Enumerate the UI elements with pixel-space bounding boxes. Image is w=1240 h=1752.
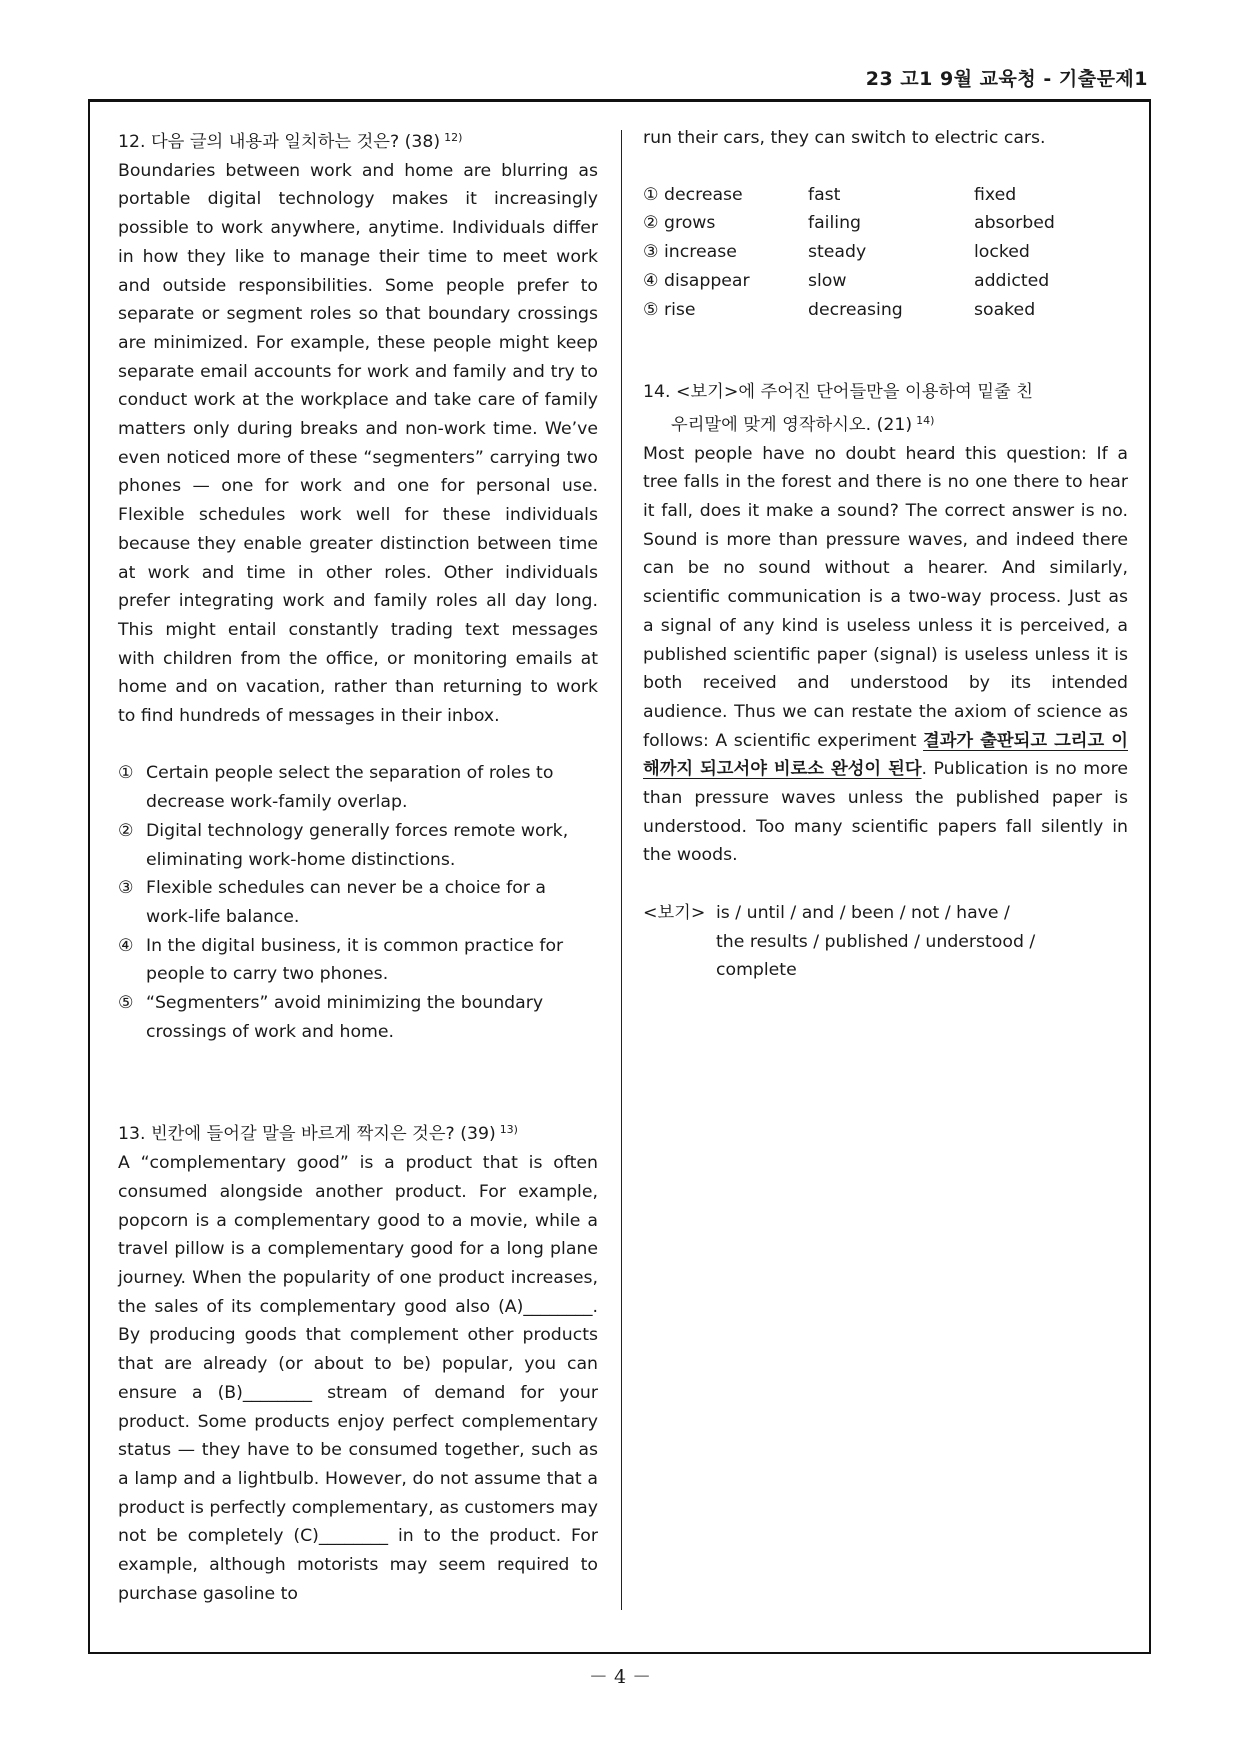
question-14-heading-line-2: 우리말에 맞게 영작하시오. (21)	[671, 414, 913, 435]
question-13-passage	[118, 1149, 598, 1608]
option-4-text: In the digital business, it is common practice for people to carry two phones.	[146, 935, 564, 985]
option-5-text: “Segmenters” avoid minimizing the boundary crossings of work and home.	[146, 993, 544, 1042]
choice-number: ②	[643, 213, 659, 234]
question-14	[643, 378, 1128, 985]
choice-c: locked	[974, 242, 1030, 263]
question-12	[118, 124, 598, 1046]
choice-b: failing	[808, 213, 861, 234]
option-4	[118, 932, 598, 989]
question-14-footnote: 14)	[916, 413, 935, 427]
choice-row	[643, 181, 1055, 210]
option-2-text: Digital technology generally forces remote work, eliminating work-home distinctions.	[146, 820, 569, 870]
page-number: － 4 －	[588, 1666, 652, 1688]
blank-c: (C)________	[293, 1526, 389, 1547]
choice-row	[643, 267, 1055, 296]
underlined-korean-phrase: 결과가 출판되고 그리고 이해까지 되고서야 비로소 완성이 된다	[643, 730, 1128, 780]
choice-a: rise	[664, 299, 696, 320]
choice-row	[643, 238, 1055, 267]
passage-part-1: Most people have no doubt heard this question: If a tree falls in the forest and there is no one there to hear it fall, does it make a sound? The correct answer is no. Sound is more than pressure waves, and indeed there can be no sound without a hearer. And similarly, scientific communication is a two-way process. Just as a signal of any kind is useless unless it is perceived, a published scientific paper (signal) is useless unless it is both received and understood by its intended audience. Thus we can restate the axiom of science as follows: A scientific experiment	[643, 443, 1128, 751]
question-12-options	[118, 759, 598, 1046]
bogi-words-line-3: complete	[716, 960, 797, 981]
choice-c: fixed	[974, 184, 1017, 205]
bogi-box	[643, 899, 1128, 985]
question-14-heading-line-1: 14. <보기>에 주어진 단어들만을 이용하여 밑줄 친	[643, 382, 1033, 403]
choice-a: disappear	[664, 270, 750, 291]
choice-number: ③	[643, 242, 659, 263]
right-column	[643, 124, 1128, 985]
option-5	[118, 989, 598, 1046]
passage-part-2: . Publication is no more than pressure waves unless the published paper is understood. Too many scientific papers fall silently in the woods.	[643, 759, 1128, 866]
column-divider	[621, 130, 622, 1610]
bogi-label: <보기>	[643, 902, 706, 923]
passage-part-1: A “complementary good” is a product that is often consumed alongside another product. For example, popcorn is a complementary good to a movie, while a travel pillow is a complementary good for a long plane journey. When the popularity of one product increases, the sales of its complementary good also	[118, 1153, 598, 1317]
question-12-footnote: 12)	[444, 131, 463, 144]
choice-a: increase	[664, 242, 737, 263]
option-3	[118, 874, 598, 931]
choice-c: absorbed	[974, 213, 1055, 234]
choice-number: ⑤	[643, 299, 659, 320]
header-title: 23 고1 9월 교육청 - 기출문제1	[865, 68, 1148, 90]
left-column	[118, 124, 598, 1608]
question-13-heading-text: 13. 빈칸에 들어갈 말을 바르게 짝지은 것은? (39)	[118, 1124, 496, 1145]
passage-part-3: stream of demand for your product. Some products enjoy perfect complementary status — they have to be consumed together, such as a lamp and a lightbulb. However, do not assume that a product is perfectly complementary, as customers may not be completely	[118, 1382, 598, 1547]
choice-a: grows	[664, 213, 716, 234]
choice-number: ④	[643, 270, 659, 291]
question-12-heading-text: 12. 다음 글의 내용과 일치하는 것은? (38)	[118, 132, 441, 152]
blank-b: (B)________	[217, 1382, 313, 1403]
question-12-heading	[118, 124, 598, 157]
question-13-continuation: run their cars, they can switch to electric cars.	[643, 128, 1046, 148]
option-1-text: Certain people select the separation of roles to decrease work-family overlap.	[146, 763, 554, 813]
option-1	[118, 759, 598, 816]
option-2	[118, 817, 598, 874]
question-13	[118, 1116, 598, 1608]
question-14-heading	[643, 378, 1128, 439]
choice-b: slow	[808, 270, 847, 291]
question-13-choices	[643, 181, 1055, 325]
choice-c: addicted	[974, 270, 1050, 291]
option-4-number: ④	[118, 935, 134, 956]
question-13-heading	[118, 1116, 598, 1149]
choice-b: steady	[808, 242, 867, 263]
bogi-words-line-2: the results / published / understood /	[716, 931, 1036, 952]
choice-b: decreasing	[808, 299, 903, 320]
question-13-footnote: 13)	[499, 1123, 518, 1137]
question-14-passage	[643, 440, 1128, 871]
choice-row	[643, 296, 1055, 325]
option-1-number: ①	[118, 763, 134, 784]
option-3-text: Flexible schedules can never be a choice for a work-life balance.	[146, 878, 546, 927]
choice-b: fast	[808, 184, 841, 205]
choice-number: ①	[643, 184, 659, 205]
passage-part-4: in to the product. For example, although motorists may seem required to purchase gasoline to	[118, 1526, 598, 1604]
bogi-words	[716, 899, 1128, 985]
question-12-passage: Boundaries between work and home are blurring as portable digital technology makes it increasingly possible to work anywhere, anytime. Individuals differ in how they like to manage their time to meet work and outside responsibilities. Some people prefer to separate or segment roles so that boundary crossings are minimized. For example, these people might keep separate email accounts for work and family and try to conduct work at the workplace and take care of family matters only during breaks and non-work time. We’ve even noticed more of these “segmenters” carrying two phones — one for work and one for personal use. Flexible schedules work well for these individuals because they enable greater distinction between time at work and time in other roles. Other individuals prefer integrating work and family roles all day long. This might entail constantly trading text messages with children from the office, or monitoring emails at home and on vacation, rather than returning to work to find hundreds of messages in their inbox.	[118, 160, 598, 727]
bogi-words-line-1: is / until / and / been / not / have /	[716, 902, 1010, 923]
choice-c: soaked	[974, 299, 1036, 320]
option-2-number: ②	[118, 820, 134, 841]
blank-a: (A)________	[498, 1296, 593, 1317]
choice-a: decrease	[664, 184, 743, 205]
choice-row	[643, 209, 1055, 238]
option-5-number: ⑤	[118, 993, 134, 1014]
passage-part-2: . By producing goods that complement other products that are already (or about to be) popular, you can ensure a	[118, 1296, 598, 1403]
option-3-number: ③	[118, 878, 134, 899]
